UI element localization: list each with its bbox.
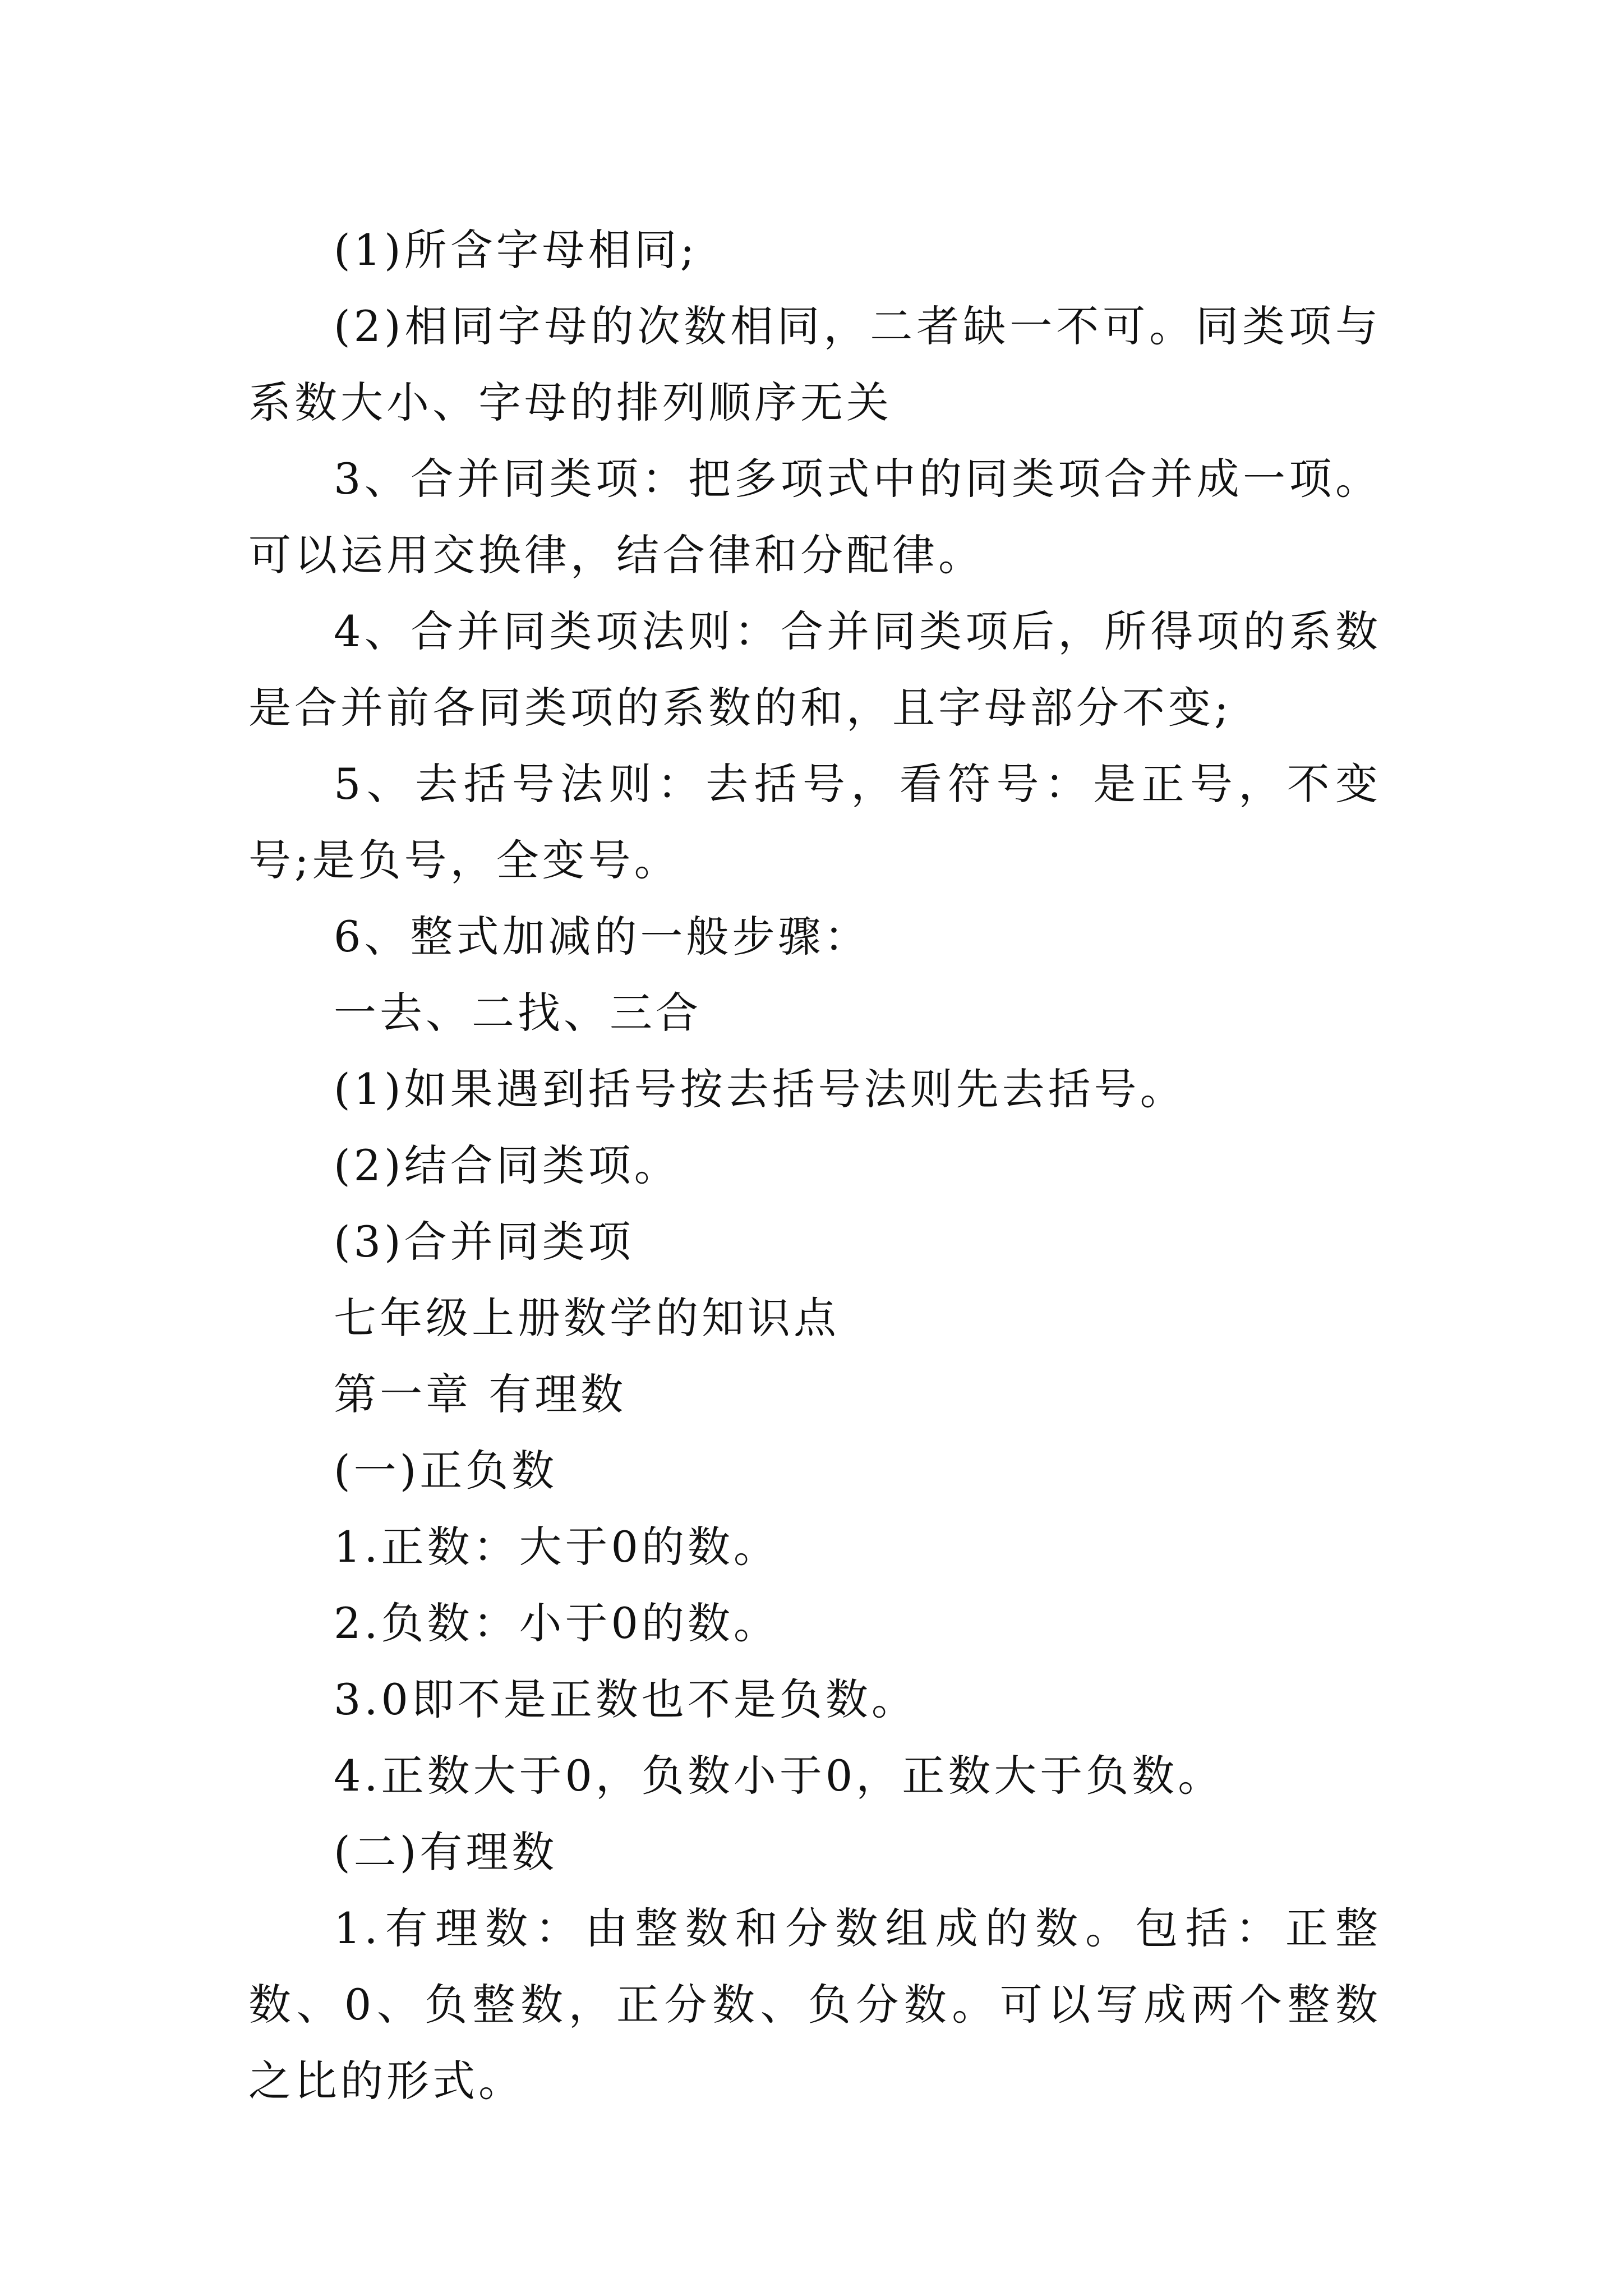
paragraph-6: 6、整式加减的一般步骤：	[334, 912, 870, 961]
subsection-heading-1: (一)正负数	[334, 1446, 558, 1496]
paragraph-15: 2.负数：小于0的数。	[334, 1598, 780, 1648]
paragraph-9: (2)结合同类项。	[334, 1140, 680, 1190]
paragraph-10: (3)合并同类项	[334, 1217, 634, 1267]
paragraph-14: 1.正数：大于0的数。	[334, 1522, 780, 1572]
paragraph-5: 5、去括号法则：去括号，看符号：是正号，不变号;是负号，全变号。	[248, 759, 1381, 885]
paragraph-19: 1.有理数：由整数和分数组成的数。包括：正整数、0、负整数，正分数、负分数。可以写成两个整数之比的形式。	[248, 1903, 1381, 2106]
paragraph-2: (2)相同字母的次数相同，二者缺一不可。同类项与系数大小、字母的排列顺序无关	[248, 301, 1381, 427]
paragraph-8: (1)如果遇到括号按去括号法则先去括号。	[334, 1064, 1186, 1114]
paragraph-4: 4、合并同类项法则：合并同类项后，所得项的系数是合并前各同类项的系数的和，且字母部分不变;	[248, 606, 1381, 733]
chapter-heading: 第一章 有理数	[334, 1369, 627, 1419]
paragraph-3: 3、合并同类项：把多项式中的同类项合并成一项。可以运用交换律，结合律和分配律。	[248, 454, 1381, 580]
section-heading: 七年级上册数学的知识点	[334, 1293, 840, 1343]
document-body	[248, 212, 1381, 2119]
paragraph-1: (1)所含字母相同;	[334, 225, 698, 275]
subsection-heading-2: (二)有理数	[334, 1827, 558, 1877]
paragraph-16: 3.0即不是正数也不是负数。	[334, 1674, 917, 1724]
paragraph-17: 4.正数大于0，负数小于0，正数大于负数。	[334, 1751, 1224, 1801]
paragraph-7: 一去、二找、三合	[334, 988, 702, 1038]
